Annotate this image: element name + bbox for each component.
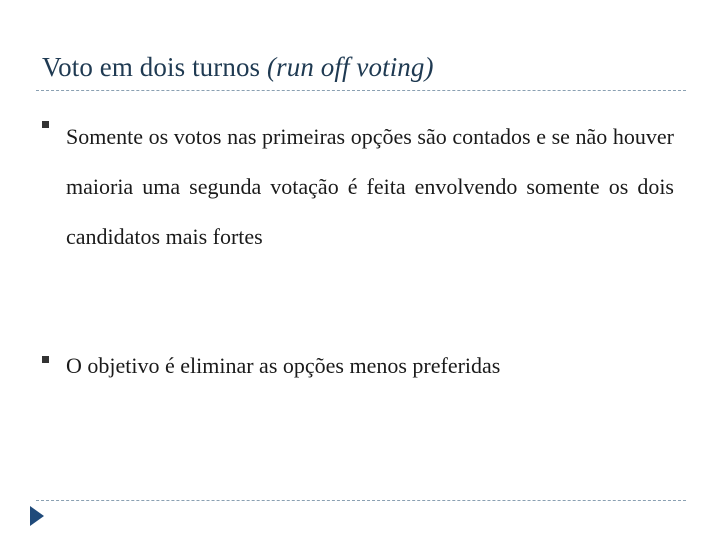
square-bullet-icon (42, 121, 49, 128)
slide-title-parenthetical: (run off voting) (267, 52, 434, 82)
title-divider (36, 90, 686, 91)
bullet-item (42, 344, 674, 388)
bullet-item (42, 112, 674, 262)
square-bullet-icon (42, 356, 49, 363)
play-arrow-icon[interactable] (30, 506, 44, 526)
slide-title-main: Voto em dois turnos (42, 52, 268, 82)
bullet-text: Somente os votos nas primeiras opções são contados e se não houver maioria uma segunda votação é feita envolvendo somente os dois candidatos mais fortes (66, 124, 674, 249)
slide-title (42, 52, 434, 83)
footer-divider (36, 500, 686, 501)
bullet-text: O objetivo é eliminar as opções menos preferidas (66, 353, 501, 378)
